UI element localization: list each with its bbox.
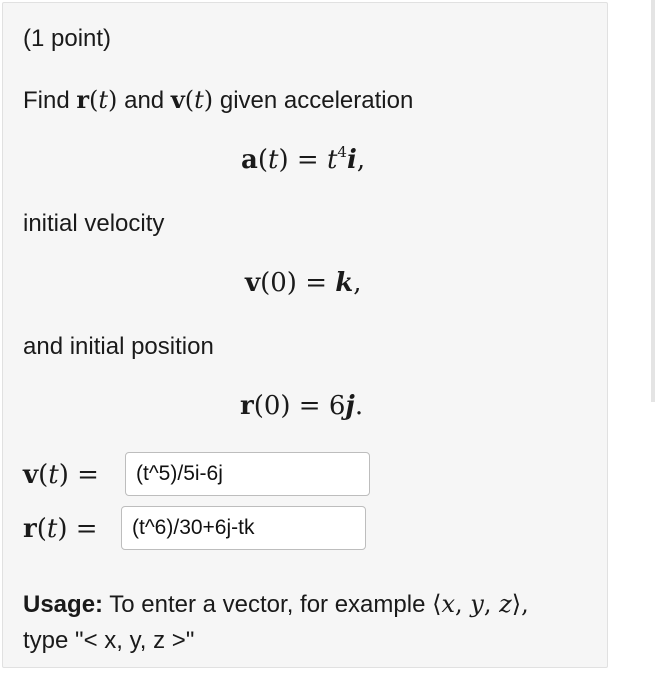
usage-type-example: < x, y, z >	[83, 627, 186, 654]
v-answer-input[interactable]: (t^5)/5i-6j	[125, 452, 370, 496]
r-of-t-math: r(t)	[76, 85, 118, 114]
v-of-t-math: v(t)	[170, 85, 214, 114]
velocity-equation: v(0) = k,	[245, 268, 362, 298]
usage-type-text: type "	[23, 627, 84, 654]
r-answer-input[interactable]: (t^6)/30+6j-tk	[121, 506, 366, 550]
acceleration-equation: $a(t) = t^4i$,	[241, 143, 366, 175]
points-label: (1 point)	[23, 25, 112, 52]
scrollbar[interactable]	[651, 0, 655, 402]
usage-type-end: "	[185, 627, 195, 654]
problem-statement	[23, 86, 413, 115]
position-coefficient: 6	[328, 391, 346, 421]
usage-text: To enter a vector, for example	[103, 591, 433, 618]
accel-exponent: 4	[337, 143, 347, 161]
usage-label: Usage:	[23, 591, 104, 618]
usage-line-2	[23, 627, 194, 655]
and-word: and	[124, 87, 165, 114]
vector-example-math: ⟨x, y, z⟩,	[432, 590, 529, 618]
r-answer-label: r(t) =	[23, 514, 98, 544]
v-answer-label: v(t) =	[23, 460, 99, 490]
initial-position-label: and initial position	[23, 333, 214, 360]
problem-card	[2, 2, 608, 668]
usage-line-1	[23, 590, 529, 619]
given-acceleration-text: given acceleration	[219, 87, 414, 114]
position-equation: r(0) = 6j.	[240, 391, 364, 421]
initial-velocity-label: initial velocity	[23, 210, 165, 237]
find-word: Find	[23, 87, 70, 114]
